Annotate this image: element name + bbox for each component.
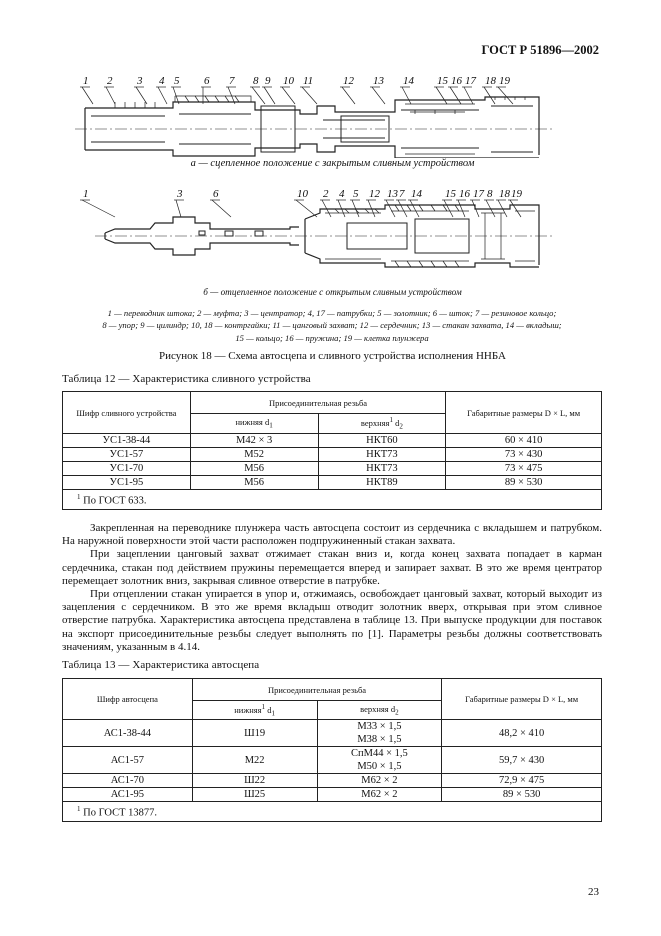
legend-line-3: 15 — кольцо; 16 — пружина; 19 — клетка плунжера [235, 332, 429, 343]
paragraph-3: При отцеплении стакан упирается в упор и, отжимаясь, освобождает цанговый захват, который выходит из зацепления с сердечником. В это же время вкладыш отводит золотник вверх, открывая при этом сливное отверстие патрубка. Характеристика автосцепа представлена в таблице 13. При выпуске продукции для поставок на экспорт присоединительные резьбы следует выполнять по [1]. Параметры резьбы должны соответствовать значениям, указанным в 4.14. [62, 588, 602, 653]
table13-header-cipher: Шифр автосцепа [63, 679, 193, 720]
table-cell: НКТ73 [318, 462, 446, 476]
callout-label: 1 [83, 75, 89, 87]
callout-label: 15 [445, 188, 456, 200]
figure-a-caption: а — сцепленное положение с закрытым сливным устройством [190, 158, 475, 169]
callout-label: 6 [204, 75, 210, 87]
table-row [63, 720, 602, 747]
table-row [63, 434, 602, 448]
leader-line [458, 200, 465, 217]
upper-thread-line: СпМ44 × 1,5 [351, 748, 408, 759]
leader-line [302, 87, 317, 104]
callout-label: 18 [485, 75, 496, 87]
callout-label: 12 [369, 188, 380, 200]
upper-thread-line: М38 × 1,5 [357, 734, 402, 745]
table-cell: УС1-95 [63, 476, 191, 490]
leader-line [342, 87, 355, 104]
leader-line [498, 87, 513, 104]
leader-line [296, 200, 317, 217]
table-cell: 73 × 430 [446, 448, 602, 462]
table-cell: 59,7 × 430 [442, 747, 602, 774]
leader-line [106, 87, 115, 104]
paragraph-2: При зацеплении цанговый захват отжимает стакан вниз и, когда конец захвата попадает в карман сердечника, стакан под действием пружины перемещается вперед и запирает захват. В это же время центратор перемещает золотник вниз, закрывая сливное отверстие в патрубке. [62, 548, 602, 587]
figure-b-labels [83, 188, 523, 200]
figure-a-labels [83, 75, 511, 87]
document-header: ГОСТ Р 51896—2002 [481, 43, 599, 57]
table-cell: Ш19 [192, 720, 317, 747]
table-cell [317, 747, 442, 774]
figure-a-svg [55, 70, 610, 158]
callout-label: 18 [499, 188, 510, 200]
callout-label: 4 [159, 75, 165, 87]
leader-line [410, 200, 419, 217]
table-cell [317, 720, 442, 747]
callout-label: 10 [297, 188, 308, 200]
leader-line [176, 200, 181, 217]
table12-header-lower: нижняя $d_1$ [190, 414, 318, 434]
callout-label: 17 [465, 75, 476, 87]
table-cell: УС1-57 [63, 448, 191, 462]
figure-legend [62, 307, 602, 344]
upper-thread-line: М50 × 1,5 [357, 761, 402, 772]
table12-header-cipher: Шифр сливного устройства [63, 392, 191, 434]
leader-line [510, 200, 521, 217]
paragraph-1: Закрепленная на переводнике плунжера часть автосцепа состоит из сердечника с вкладышем и патрубком. На наружной поверхности этой части расположен подпружиненный стакан захвата. [62, 522, 602, 548]
callout-label: 1 [83, 188, 89, 200]
leader-line [450, 87, 461, 104]
leader-line [282, 87, 295, 104]
table12-body [63, 434, 602, 490]
leader-line [82, 200, 115, 217]
leader-line [372, 87, 385, 104]
callout-label: 7 [229, 75, 235, 87]
table-cell: М42 × 3 [190, 434, 318, 448]
leader-line [464, 87, 473, 104]
table-cell [317, 788, 442, 802]
table13-header-thread: Присоединительная резьба [192, 679, 442, 701]
callout-label: 3 [137, 75, 143, 87]
callout-label: 16 [451, 75, 462, 87]
callout-label: 15 [437, 75, 448, 87]
table-cell: НКТ73 [318, 448, 446, 462]
callout-label: 13 [373, 75, 384, 87]
table-cell: 89 × 530 [442, 788, 602, 802]
table-row [63, 788, 602, 802]
table13-title: Таблица 13 — Характеристика автосцепа [62, 659, 260, 671]
callout-label: 3 [177, 188, 183, 200]
upper-thread-line: М62 × 2 [361, 789, 398, 800]
table-cell: УС1-38-44 [63, 434, 191, 448]
table-cell: УС1-70 [63, 462, 191, 476]
table-cell: 48,2 × 410 [442, 720, 602, 747]
table-row [63, 462, 602, 476]
leader-line [158, 87, 167, 104]
table-cell: Ш22 [192, 774, 317, 788]
figure-title: Рисунок 18 — Схема автосцепа и сливного устройства исполнения ННБА [159, 350, 506, 362]
table12-header-upper: верхняя$^1$ $d_2$ [318, 414, 446, 434]
table12-header-thread: Присоединительная резьба [190, 392, 445, 414]
figure-b-drawing [55, 183, 610, 275]
callout-label: 19 [511, 188, 522, 200]
table13 [62, 678, 602, 822]
callout-label: 13 [387, 188, 398, 200]
body-text [62, 522, 602, 654]
table13-header-upper: верхняя $d_2$ [317, 701, 442, 720]
table12 [62, 391, 602, 510]
figure-b-caption: б — отцепленное положение с открытым сливным устройством [203, 287, 462, 297]
table12-header-dims: Габаритные размеры D × L, мм [446, 392, 602, 434]
table-cell: АС1-95 [63, 788, 193, 802]
table-cell: НКТ60 [318, 434, 446, 448]
legend-line-1: 1 — переводник штока; 2 — муфта; 3 — центратор; 4, 17 — патрубки; 5 — золотник; 6 — шток; 7 — резиновое кольцо; [107, 308, 557, 318]
leader-line [264, 87, 275, 104]
table13-body [63, 720, 602, 802]
callout-label: 9 [265, 75, 271, 87]
upper-thread-line: М62 × 2 [361, 775, 398, 786]
callout-label: 8 [253, 75, 259, 87]
callout-label: 7 [399, 188, 405, 200]
upper-thread-line: М33 × 1,5 [357, 721, 402, 732]
leader-line [398, 200, 407, 217]
table-cell: М56 [190, 476, 318, 490]
leader-line [402, 87, 411, 104]
table-cell: М22 [192, 747, 317, 774]
figure-a-leaders [80, 87, 513, 104]
table-cell: 60 × 410 [446, 434, 602, 448]
callout-label: 10 [283, 75, 294, 87]
callout-label: 14 [403, 75, 414, 87]
table-row [63, 774, 602, 788]
table13-note: $^1$ По ГОСТ 13877. [63, 802, 602, 822]
callout-label: 17 [473, 188, 484, 200]
table-cell: 72,9 × 475 [442, 774, 602, 788]
table-cell: АС1-57 [63, 747, 193, 774]
callout-label: 14 [411, 188, 422, 200]
leader-line [212, 200, 231, 217]
figure-a-drawing [55, 70, 610, 158]
table-cell [317, 774, 442, 788]
table13-header-dims: Габаритные размеры D × L, мм [442, 679, 602, 720]
table-cell: 73 × 475 [446, 462, 602, 476]
table-cell: Ш25 [192, 788, 317, 802]
leader-line [386, 200, 395, 217]
table-row [63, 448, 602, 462]
table-cell: НКТ89 [318, 476, 446, 490]
table12-title: Таблица 12 — Характеристика сливного устройства [62, 373, 311, 385]
callout-label: 4 [339, 188, 345, 200]
callout-label: 6 [213, 188, 219, 200]
table-row [63, 747, 602, 774]
callout-label: 16 [459, 188, 470, 200]
callout-label: 5 [174, 75, 180, 87]
callout-label: 11 [303, 75, 314, 87]
table-cell: АС1-70 [63, 774, 193, 788]
leader-line [136, 87, 147, 104]
callout-label: 5 [353, 188, 359, 200]
table-cell: М52 [190, 448, 318, 462]
callout-label: 12 [343, 75, 354, 87]
table-cell: 89 × 530 [446, 476, 602, 490]
leader-line [484, 87, 495, 104]
figure-b-leaders [80, 200, 521, 217]
callout-label: 8 [487, 188, 493, 200]
callout-label: 2 [107, 75, 113, 87]
page-number: 23 [588, 886, 599, 898]
leader-line [82, 87, 93, 104]
leader-line [436, 87, 447, 104]
table-row [63, 476, 602, 490]
callout-label: 19 [499, 75, 510, 87]
legend-line-2: 8 — упор; 9 — цилиндр; 10, 18 — контргайки; 11 — цанговый захват; 12 — сердечник; 13 — стакан захвата, 14 — вкладыш; [102, 320, 562, 331]
table-cell: АС1-38-44 [63, 720, 193, 747]
table12-note: $^1$ По ГОСТ 633. [63, 490, 602, 510]
callout-label: 2 [323, 188, 329, 200]
table13-header-lower: нижняя$^1$ $d_1$ [192, 701, 317, 720]
table-cell: М56 [190, 462, 318, 476]
figure-b-svg [55, 183, 610, 275]
